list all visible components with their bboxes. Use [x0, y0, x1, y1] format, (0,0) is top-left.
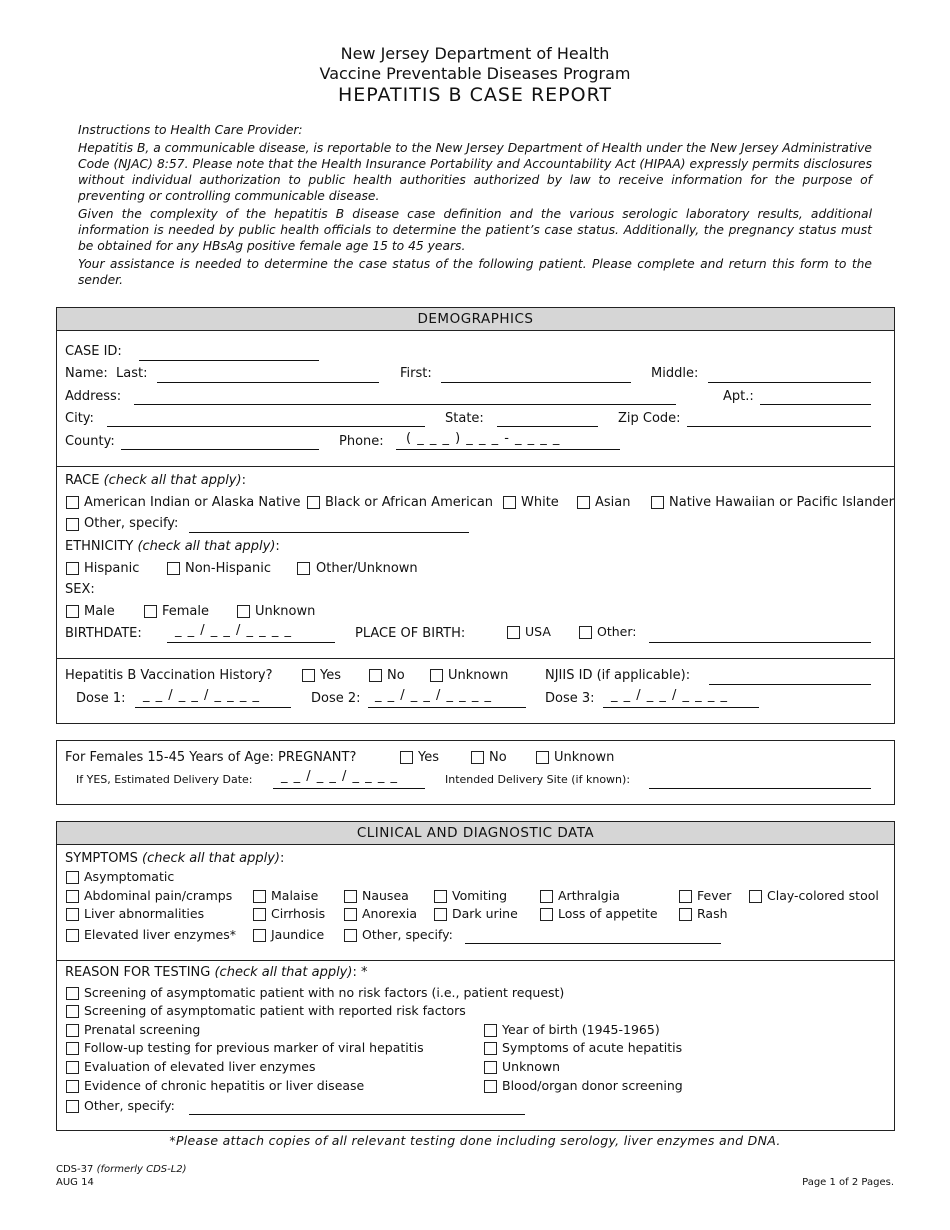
- vaccination-divider: [57, 658, 894, 659]
- delivery-date-field[interactable]: [273, 788, 425, 789]
- name-label: Name:: [65, 366, 108, 381]
- reason-unknown: Unknown: [502, 1059, 561, 1074]
- symptom-other-label: Other, specify:: [362, 927, 453, 942]
- pregnancy-section: [56, 740, 895, 805]
- form-date: AUG 14: [56, 1177, 94, 1188]
- symptom-checkbox-cirrhosis[interactable]: [253, 908, 266, 921]
- pregnant-option-no: No: [489, 750, 507, 765]
- ethnicity-checkbox-other-unknown[interactable]: [297, 562, 310, 575]
- birthdate-label: BIRTHDATE:: [65, 626, 142, 641]
- reason-risk-factors: Screening of asymptomatic patient with reported risk factors: [84, 1003, 466, 1018]
- state-label: State:: [445, 411, 484, 426]
- ethnicity-option-other-unknown: Other/Unknown: [316, 561, 418, 576]
- symptom-nausea: Nausea: [362, 888, 409, 903]
- middle-name-label: Middle:: [651, 366, 699, 381]
- instructions: [78, 122, 872, 290]
- sex-option-unknown: Unknown: [255, 604, 316, 619]
- race-hint: (check all that apply): [103, 473, 242, 488]
- reason-checkbox-other[interactable]: [66, 1100, 79, 1113]
- reason-label: REASON FOR TESTING: [65, 965, 211, 980]
- race-option-white: White: [521, 495, 559, 510]
- pregnant-checkbox-unknown[interactable]: [536, 751, 549, 764]
- page-title: HEPATITIS B CASE REPORT: [337, 84, 613, 106]
- race-checkbox-american-indian[interactable]: [66, 496, 79, 509]
- clinical-section: [56, 821, 895, 1131]
- birthdate-mask: _ _ / _ _ / _ _ _ _: [175, 623, 292, 638]
- first-name-label: First:: [400, 366, 432, 381]
- vaccination-option-yes: Yes: [320, 668, 341, 683]
- vaccination-checkbox-yes[interactable]: [302, 669, 315, 682]
- reason-other-field[interactable]: [189, 1114, 525, 1115]
- symptom-checkbox-abdominal[interactable]: [66, 890, 79, 903]
- dose-2-field[interactable]: [368, 707, 526, 708]
- race-option-black: Black or African American: [325, 495, 494, 510]
- apt-field[interactable]: [760, 404, 871, 405]
- reason-follow-up: Follow-up testing for previous marker of viral hepatitis: [84, 1040, 424, 1055]
- symptom-checkbox-vomiting[interactable]: [434, 890, 447, 903]
- symptom-vomiting: Vomiting: [452, 888, 508, 903]
- zip-field[interactable]: [687, 426, 871, 427]
- birth-other-field[interactable]: [649, 642, 871, 643]
- clinical-title: CLINICAL AND DIAGNOSTIC DATA: [57, 822, 894, 845]
- symptom-liver-abnormalities: Liver abnormalities: [84, 906, 205, 921]
- symptom-checkbox-elevated-enzymes[interactable]: [66, 929, 79, 942]
- demographics-title: DEMOGRAPHICS: [57, 308, 894, 331]
- symptom-loss-of-appetite: Loss of appetite: [558, 906, 658, 921]
- symptom-arthralgia: Arthralgia: [558, 888, 620, 903]
- reason-acute-symptoms: Symptoms of acute hepatitis: [502, 1040, 683, 1055]
- agency-name: New Jersey Department of Health: [340, 44, 610, 63]
- delivery-date-label: If YES, Estimated Delivery Date:: [76, 773, 253, 786]
- reason-checkbox-acute-symptoms[interactable]: [484, 1042, 497, 1055]
- delivery-site-label: Intended Delivery Site (if known):: [445, 773, 631, 786]
- reason-checkbox-risk-factors[interactable]: [66, 1005, 79, 1018]
- race-colon: :: [241, 473, 246, 488]
- symptom-checkbox-loss-of-appetite[interactable]: [540, 908, 553, 921]
- symptom-checkbox-nausea[interactable]: [344, 890, 357, 903]
- symptom-clay: Clay-colored stool: [767, 888, 879, 903]
- symptom-checkbox-clay[interactable]: [749, 890, 762, 903]
- sex-label: SEX:: [65, 582, 95, 597]
- vaccination-checkbox-no[interactable]: [369, 669, 382, 682]
- dose-1-mask: _ _ / _ _ / _ _ _ _: [143, 688, 260, 703]
- instructions-paragraph-3: Your assistance is needed to determine the case status of the following patient. Please complete and return this form to the sender.: [78, 257, 872, 287]
- county-field[interactable]: [121, 449, 319, 450]
- dose-1-field[interactable]: [135, 707, 291, 708]
- address-label: Address:: [65, 389, 122, 404]
- sex-checkbox-male[interactable]: [66, 605, 79, 618]
- race-checkbox-other[interactable]: [66, 518, 79, 531]
- vaccination-label: Hepatitis B Vaccination History?: [65, 668, 273, 683]
- address-field[interactable]: [134, 404, 676, 405]
- symptom-checkbox-arthralgia[interactable]: [540, 890, 553, 903]
- sex-option-male: Male: [84, 604, 115, 619]
- page-number: Page 1 of 2 Pages.: [802, 1177, 894, 1188]
- reason-checkbox-donor-screening[interactable]: [484, 1080, 497, 1093]
- reason-checkbox-elevated-enzymes[interactable]: [66, 1061, 79, 1074]
- ethnicity-checkbox-hispanic[interactable]: [66, 562, 79, 575]
- ethnicity-option-hispanic: Hispanic: [84, 561, 140, 576]
- city-field[interactable]: [107, 426, 425, 427]
- symptom-malaise: Malaise: [271, 888, 319, 903]
- reason-prenatal: Prenatal screening: [84, 1022, 201, 1037]
- zip-label: Zip Code:: [618, 411, 681, 426]
- place-of-birth-label: PLACE OF BIRTH:: [355, 626, 466, 641]
- njiis-label: NJIIS ID (if applicable):: [545, 668, 691, 683]
- race-option-american-indian: American Indian or Alaska Native: [84, 495, 301, 510]
- apt-label: Apt.:: [723, 389, 754, 404]
- reason-chronic: Evidence of chronic hepatitis or liver disease: [84, 1078, 365, 1093]
- sex-option-female: Female: [162, 604, 210, 619]
- symptom-checkbox-liver-abnormalities[interactable]: [66, 908, 79, 921]
- symptom-jaundice: Jaundice: [271, 927, 325, 942]
- race-checkbox-white[interactable]: [503, 496, 516, 509]
- njiis-field[interactable]: [709, 684, 871, 685]
- symptom-checkbox-anorexia[interactable]: [344, 908, 357, 921]
- reason-checkbox-year-of-birth[interactable]: [484, 1024, 497, 1037]
- vaccination-checkbox-unknown[interactable]: [430, 669, 443, 682]
- birth-option-other: Other:: [597, 624, 637, 639]
- symptom-checkbox-rash[interactable]: [679, 908, 692, 921]
- demographics-section: [56, 307, 895, 724]
- dose-2-mask: _ _ / _ _ / _ _ _ _: [375, 688, 492, 703]
- footnote: *Please attach copies of all relevant testing done including serology, liver enzymes and DNA.: [169, 1133, 781, 1148]
- reason-donor-screening: Blood/organ donor screening: [502, 1078, 683, 1093]
- ethnicity-colon: :: [275, 539, 280, 554]
- pregnant-checkbox-no[interactable]: [471, 751, 484, 764]
- symptom-rash: Rash: [697, 906, 728, 921]
- symptoms-label: SYMPTOMS: [65, 851, 138, 866]
- symptom-anorexia: Anorexia: [362, 906, 417, 921]
- sex-checkbox-unknown[interactable]: [237, 605, 250, 618]
- reason-no-risk: Screening of asymptomatic patient with no risk factors (i.e., patient request): [84, 985, 565, 1000]
- symptom-dark-urine: Dark urine: [452, 906, 518, 921]
- birth-checkbox-usa[interactable]: [507, 626, 520, 639]
- delivery-site-field[interactable]: [649, 788, 871, 789]
- symptom-other-field[interactable]: [465, 943, 721, 944]
- race-other-field[interactable]: [189, 532, 469, 533]
- symptoms-colon: :: [280, 851, 285, 866]
- case-id-label: CASE ID:: [65, 344, 122, 359]
- race-divider: [57, 466, 894, 467]
- ethnicity-hint: (check all that apply): [137, 539, 276, 554]
- reason-hint: (check all that apply): [214, 965, 353, 980]
- reason-heading: [65, 965, 367, 980]
- symptom-checkbox-other[interactable]: [344, 929, 357, 942]
- phone-field[interactable]: [396, 449, 620, 450]
- symptom-fever: Fever: [697, 888, 732, 903]
- ethnicity-label: ETHNICITY: [65, 539, 134, 554]
- reason-checkbox-unknown[interactable]: [484, 1061, 497, 1074]
- symptom-checkbox-jaundice[interactable]: [253, 929, 266, 942]
- middle-name-field[interactable]: [708, 382, 871, 383]
- pregnant-option-yes: Yes: [418, 750, 439, 765]
- ethnicity-checkbox-non-hispanic[interactable]: [167, 562, 180, 575]
- form-number: CDS-37: [56, 1164, 94, 1175]
- instructions-paragraph-2: Given the complexity of the hepatitis B disease case definition and the various serologic laboratory results, additional information is needed by public health officials to determine the patient’s case status. Additionally, the pregnancy status must be obtained for any HBsAg positive female age 15 to 45 years.: [78, 207, 872, 253]
- first-name-field[interactable]: [441, 382, 631, 383]
- symptoms-heading: [65, 851, 284, 866]
- delivery-date-mask: _ _ / _ _ / _ _ _ _: [281, 769, 398, 784]
- sex-checkbox-female[interactable]: [144, 605, 157, 618]
- ethnicity-heading: [65, 539, 280, 554]
- reason-year-of-birth: Year of birth (1945-1965): [502, 1022, 660, 1037]
- last-name-label: Last:: [116, 366, 148, 381]
- pregnancy-label: For Females 15-45 Years of Age: PREGNANT?: [65, 750, 357, 765]
- birth-option-usa: USA: [525, 624, 551, 639]
- birthdate-field[interactable]: [167, 642, 335, 643]
- dose-2-label: Dose 2:: [311, 691, 361, 706]
- county-label: County:: [65, 434, 115, 449]
- race-checkbox-asian[interactable]: [577, 496, 590, 509]
- program-name: Vaccine Preventable Diseases Program: [319, 64, 631, 83]
- vaccination-option-unknown: Unknown: [448, 668, 509, 683]
- race-checkbox-native-hawaiian[interactable]: [651, 496, 664, 509]
- symptom-elevated-enzymes: Elevated liver enzymes*: [84, 927, 236, 942]
- race-label: RACE: [65, 473, 100, 488]
- dose-1-label: Dose 1:: [76, 691, 126, 706]
- reason-checkbox-follow-up[interactable]: [66, 1042, 79, 1055]
- race-heading: [65, 473, 246, 488]
- phone-label: Phone:: [339, 434, 384, 449]
- pregnant-checkbox-yes[interactable]: [400, 751, 413, 764]
- race-checkbox-black[interactable]: [307, 496, 320, 509]
- reason-other-label: Other, specify:: [84, 1098, 175, 1113]
- phone-mask: ( _ _ _ ) _ _ _ - _ _ _ _: [406, 431, 561, 446]
- vaccination-option-no: No: [387, 668, 405, 683]
- dose-3-field[interactable]: [603, 707, 759, 708]
- reason-elevated-enzymes: Evaluation of elevated liver enzymes: [84, 1059, 316, 1074]
- reason-checkbox-chronic[interactable]: [66, 1080, 79, 1093]
- birth-checkbox-other[interactable]: [579, 626, 592, 639]
- symptoms-hint: (check all that apply): [142, 851, 280, 866]
- race-other-label: Other, specify:: [84, 516, 179, 531]
- symptom-checkbox-dark-urine[interactable]: [434, 908, 447, 921]
- symptom-asymptomatic: Asymptomatic: [84, 869, 175, 884]
- reason-suffix: : *: [352, 965, 368, 980]
- pregnant-option-unknown: Unknown: [554, 750, 615, 765]
- race-option-asian: Asian: [595, 495, 631, 510]
- case-id-field[interactable]: [139, 360, 319, 361]
- form-formerly: (formerly CDS-L2): [96, 1164, 187, 1175]
- reason-checkbox-no-risk[interactable]: [66, 987, 79, 1000]
- dose-3-mask: _ _ / _ _ / _ _ _ _: [611, 688, 728, 703]
- reason-divider: [57, 960, 894, 961]
- symptom-checkbox-fever[interactable]: [679, 890, 692, 903]
- ethnicity-option-non-hispanic: Non-Hispanic: [185, 561, 271, 576]
- last-name-field[interactable]: [157, 382, 379, 383]
- race-option-native-hawaiian: Native Hawaiian or Pacific Islander: [669, 495, 895, 510]
- dose-3-label: Dose 3:: [545, 691, 595, 706]
- symptom-checkbox-malaise[interactable]: [253, 890, 266, 903]
- form-id: [56, 1164, 187, 1175]
- instructions-heading: Instructions to Health Care Provider:: [78, 123, 303, 137]
- symptom-abdominal: Abdominal pain/cramps: [84, 888, 233, 903]
- symptom-cirrhosis: Cirrhosis: [271, 906, 326, 921]
- state-field[interactable]: [497, 426, 598, 427]
- instructions-paragraph-1: Hepatitis B, a communicable disease, is reportable to the New Jersey Department of Health under the New Jersey Administrative Code (NJAC) 8:57. Please note that the Health Insurance Portability and Accountability Act (HIPAA) expressly permits disclosures without individual authorization to public health authorities authorized by law to receive information for the purpose of preventing or controlling communicable disease.: [78, 141, 872, 203]
- symptom-checkbox-asymptomatic[interactable]: [66, 871, 79, 884]
- reason-checkbox-prenatal[interactable]: [66, 1024, 79, 1037]
- city-label: City:: [65, 411, 94, 426]
